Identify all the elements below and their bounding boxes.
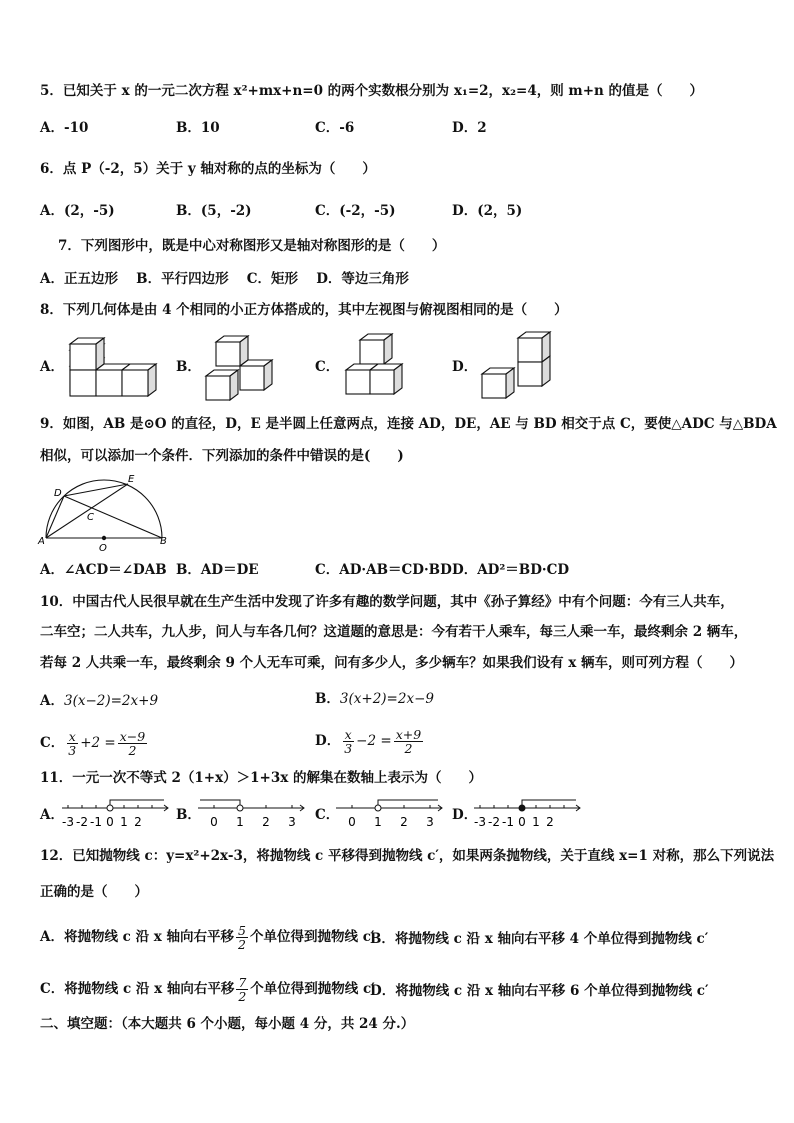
q10-option-d: D． $\frac{x}{3}$ −2 = $\frac{x+9}{2}$ (315, 727, 422, 756)
svg-text:3: 3 (426, 815, 434, 829)
svg-text:0: 0 (348, 815, 356, 829)
q11-option-b: B． (176, 807, 201, 823)
q9-semicircle-figure (36, 472, 172, 552)
q5-option-a: A．-10 (40, 120, 89, 136)
q11-number-line-b (196, 796, 308, 830)
q8-option-d: D． (452, 359, 478, 375)
q9-label-b: B (160, 536, 167, 547)
q7-stem: 7．下列图形中，既是中心对称图形又是轴对称图形的是（ ） (58, 238, 446, 254)
q8-stem: 8．下列几何体是由 4 个相同的小正方体搭成的，其中左视图与俯视图相同的是（ ） (40, 302, 568, 318)
q11-option-c: C． (315, 807, 340, 823)
svg-text:1: 1 (120, 815, 128, 829)
q11-number-line-a (60, 796, 172, 830)
svg-text:2: 2 (134, 815, 142, 829)
svg-text:-1: -1 (90, 815, 102, 829)
q11-stem: 11．一元一次不等式 2（1+x）＞1+3x 的解集在数轴上表示为（ ） (40, 770, 482, 786)
q11-number-line-c (334, 796, 446, 830)
q9-label-o: O (99, 543, 107, 552)
section2-heading: 二、填空题：（本大题共 6 个小题，每小题 4 分，共 24 分.） (40, 1016, 415, 1032)
q9-option-c: C．AD·AB＝CD·BD (315, 562, 452, 578)
q9-option-d: D．AD²＝BD·CD (452, 562, 570, 578)
svg-text:1: 1 (532, 815, 540, 829)
q9-stem-line2: 相似，可以添加一个条件．下列添加的条件中错误的是( ) (40, 448, 404, 464)
q5-option-d: D．2 (452, 120, 487, 136)
svg-text:0: 0 (518, 815, 526, 829)
svg-text:2: 2 (546, 815, 554, 829)
svg-text:-1: -1 (502, 815, 514, 829)
q9-option-b: B．AD＝DE (176, 562, 259, 578)
q10-option-a: A．3(x−2)=2x+9 (40, 693, 159, 709)
q12-stem-line2: 正确的是（ ） (40, 884, 148, 900)
q10-stem-line2: 二车空；二人共车，九人步，问人与车各几何？这道题的意思是：今有若干人乘车，每三人乘一车，最终剩余 2 辆车， (40, 624, 748, 640)
svg-text:3: 3 (288, 815, 296, 829)
svg-text:0: 0 (106, 815, 114, 829)
q5-option-c: C．-6 (315, 120, 355, 136)
q6-option-c: C．(-2，-5) (315, 203, 396, 219)
q12-option-b: B．将抛物线 c 沿 x 轴向右平移 4 个单位得到抛物线 c′ (370, 931, 709, 947)
svg-text:-2: -2 (76, 815, 88, 829)
q12-option-a: A．将抛物线 c 沿 x 轴向右平移 $\frac{5}{2}$ 个单位得到抛物线 c′ (40, 923, 375, 952)
q6-stem: 6．点 P（-2，5）关于 y 轴对称的点的坐标为（ ） (40, 161, 376, 177)
q10-option-a-expr: 3(x−2)=2x+9 (63, 693, 159, 709)
q10-option-b-expr: 3(x+2)=2x−9 (339, 691, 434, 707)
q8-figure-b (200, 332, 284, 404)
q6-option-b: B．(5，-2) (176, 203, 252, 219)
q11-option-d: D． (452, 807, 478, 823)
q10-option-c: C． $\frac{x}{3}$ +2 = $\frac{x-9}{2}$ (40, 729, 146, 758)
q9-stem-line1: 9．如图，AB 是⊙O 的直径，D，E 是半圆上任意两点，连接 AD，DE，AE 与 BD 相交于点 C，要使△ADC 与△BDA (40, 416, 777, 432)
q8-option-c: C． (315, 359, 340, 375)
svg-text:-3: -3 (474, 815, 486, 829)
q12-option-d: D．将抛物线 c 沿 x 轴向右平移 6 个单位得到抛物线 c′ (370, 983, 709, 999)
q5-option-b: B．10 (176, 120, 220, 136)
svg-text:-3: -3 (62, 815, 74, 829)
q8-option-b: B． (176, 359, 201, 375)
q9-label-c: C (87, 512, 94, 523)
q10-option-b: B．3(x+2)=2x−9 (315, 691, 434, 707)
svg-text:1: 1 (374, 815, 382, 829)
svg-text:1: 1 (236, 815, 244, 829)
q12-stem-line1: 12．已知抛物线 c：y=x²+2x-3，将抛物线 c 平移得到抛物线 c′，如果两条抛物线，关于直线 x=1 对称，那么下列说法 (40, 848, 775, 864)
q6-option-a: A．(2，-5) (40, 203, 115, 219)
q10-stem-line3: 若每 2 人共乘一车，最终剩余 9 个人无车可乘，问有多少人，多少辆车？如果我们设有 x 辆车，则可列方程（ ） (40, 655, 744, 671)
q10-stem-line1: 10．中国古代人民很早就在生产生活中发现了许多有趣的数学问题，其中《孙子算经》中有个问题：今有三人共车， (40, 594, 734, 610)
q5-stem: 5．已知关于 x 的一元二次方程 x²+mx+n=0 的两个实数根分别为 x₁=2，x₂=4，则 m+n 的值是（ ） (40, 83, 704, 99)
svg-text:2: 2 (400, 815, 408, 829)
svg-text:2: 2 (262, 815, 270, 829)
svg-text:0: 0 (210, 815, 218, 829)
q9-label-d: D (54, 488, 62, 499)
q6-option-d: D．(2，5) (452, 203, 523, 219)
q11-option-a: A． (40, 807, 64, 823)
q11-number-line-d (472, 796, 584, 830)
q9-label-a: A (38, 536, 45, 547)
svg-text:-2: -2 (488, 815, 500, 829)
q7-options: A．正五边形 B．平行四边形 C．矩形 D．等边三角形 (40, 271, 409, 287)
q8-figure-c (342, 330, 418, 402)
q12-option-c: C．将抛物线 c 沿 x 轴向右平移 $\frac{7}{2}$ 个单位得到抛物线 c′ (40, 975, 375, 1004)
q8-figure-d (478, 328, 568, 404)
q8-option-a: A． (40, 359, 64, 375)
q9-option-a: A．∠ACD＝∠DAB (40, 562, 167, 578)
q8-figure-a (62, 336, 166, 404)
q9-label-e: E (128, 474, 135, 485)
